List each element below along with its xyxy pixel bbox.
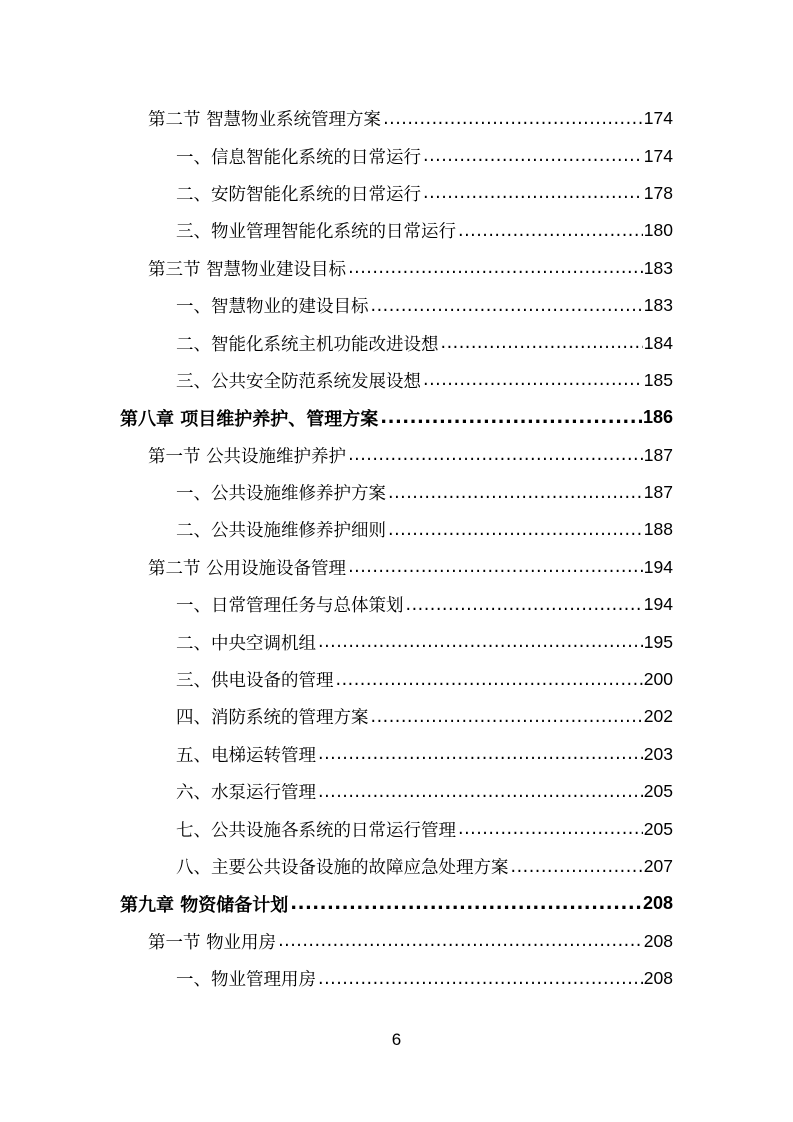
toc-entry[interactable]: [0, 175, 793, 212]
toc-entry-title: 一、信息智能化系统的日常运行: [176, 147, 421, 168]
toc-entry[interactable]: [0, 511, 793, 548]
toc-entry-title: 第三节 智慧物业建设目标: [148, 259, 347, 280]
toc-leader-dots: [318, 632, 643, 652]
toc-leader-dots: [371, 707, 643, 727]
toc-entry-page: 186: [642, 407, 673, 428]
toc-entry[interactable]: [0, 287, 793, 324]
toc-entry[interactable]: [0, 474, 793, 511]
toc-entry-page: 205: [643, 818, 673, 839]
toc-entry-title: 一、日常管理任务与总体策划: [176, 596, 404, 617]
toc-leader-dots: [348, 445, 643, 465]
toc-leader-dots: [388, 483, 643, 503]
toc-entry-title: 三、公共安全防范系统发展设想: [176, 371, 421, 392]
toc-entry[interactable]: [0, 848, 793, 885]
toc-entry-page: 200: [643, 669, 673, 690]
toc-leader-dots: [290, 893, 642, 914]
toc-entry[interactable]: [0, 661, 793, 698]
toc-leader-dots: [336, 670, 643, 690]
toc-entry-page: 195: [643, 631, 673, 652]
toc-entry-page: 194: [643, 556, 673, 577]
toc-entry[interactable]: [0, 623, 793, 660]
toc-entry[interactable]: [0, 437, 793, 474]
toc-entry-page: 183: [643, 295, 673, 316]
toc-entry[interactable]: [0, 773, 793, 810]
toc-entry-title: 第一节 公共设施维护养护: [148, 446, 347, 467]
toc-entry[interactable]: [0, 549, 793, 586]
toc-entry[interactable]: [0, 960, 793, 997]
toc-leader-dots: [318, 744, 643, 764]
toc-entry-page: 208: [642, 893, 673, 914]
toc-leader-dots: [388, 520, 643, 540]
toc-leader-dots: [511, 857, 643, 877]
toc-leader-dots: [441, 333, 643, 353]
toc-entry-page: 203: [643, 743, 673, 764]
toc-entry-title: 五、电梯运转管理: [176, 745, 316, 766]
toc-entry-page: 183: [643, 257, 673, 278]
toc-entry-title: 二、公共设施维修养护细则: [176, 521, 386, 542]
toc-entry-page: 208: [643, 968, 673, 989]
toc-entry-title: 一、公共设施维修养护方案: [176, 484, 386, 505]
toc-leader-dots: [423, 183, 643, 203]
toc-leader-dots: [458, 819, 643, 839]
page-number: 6: [391, 1030, 402, 1049]
toc-leader-dots: [380, 407, 642, 428]
toc-entry-title: 二、中央空调机组: [176, 633, 316, 654]
toc-entry-title: 三、供电设备的管理: [176, 671, 334, 692]
toc-leader-dots: [423, 146, 643, 166]
toc-entry[interactable]: [0, 250, 793, 287]
toc-leader-dots: [278, 931, 643, 951]
toc-entry[interactable]: [0, 736, 793, 773]
toc-entry-title: 第二节 智慧物业系统管理方案: [148, 110, 382, 131]
toc-leader-dots: [348, 557, 643, 577]
toc-leader-dots: [383, 109, 643, 129]
toc-entry-title: 第一节 物业用房: [148, 932, 277, 953]
toc-entry[interactable]: [0, 362, 793, 399]
table-of-contents: [0, 100, 793, 997]
toc-entry-title: 一、物业管理用房: [176, 970, 316, 991]
toc-entry-page: 202: [643, 706, 673, 727]
toc-leader-dots: [318, 782, 643, 802]
toc-entry[interactable]: [0, 698, 793, 735]
toc-entry[interactable]: [0, 137, 793, 174]
toc-entry[interactable]: [0, 586, 793, 623]
toc-entry-title: 六、水泵运行管理: [176, 783, 316, 804]
toc-leader-dots: [348, 258, 643, 278]
toc-entry-page: 207: [643, 856, 673, 876]
toc-entry-page: 188: [643, 519, 673, 540]
toc-entry-page: 208: [643, 930, 673, 951]
toc-entry-page: 205: [643, 781, 673, 802]
toc-leader-dots: [406, 595, 643, 615]
toc-entry-page: 185: [643, 369, 673, 390]
toc-entry-page: 178: [643, 182, 673, 203]
toc-entry-page: 180: [643, 220, 673, 241]
toc-entry-title: 二、智能化系统主机功能改进设想: [176, 334, 439, 355]
toc-entry-page: 174: [643, 108, 673, 129]
toc-entry-title: 第八章 项目维护养护、管理方案: [120, 408, 379, 430]
toc-leader-dots: [371, 296, 643, 316]
toc-entry-title: 四、消防系统的管理方案: [176, 708, 369, 729]
toc-entry-page: 184: [643, 332, 673, 353]
toc-entry[interactable]: [0, 212, 793, 249]
toc-entry[interactable]: [0, 399, 793, 436]
toc-entry-title: 一、智慧物业的建设目标: [176, 297, 369, 318]
toc-entry[interactable]: [0, 100, 793, 137]
toc-entry-page: 187: [643, 444, 673, 465]
toc-entry[interactable]: [0, 923, 793, 960]
toc-entry-title: 三、物业管理智能化系统的日常运行: [176, 222, 456, 243]
toc-leader-dots: [318, 969, 643, 989]
toc-entry[interactable]: [0, 885, 793, 922]
toc-entry-title: 八、主要公共设备设施的故障应急处理方案: [176, 858, 509, 878]
toc-entry-page: 194: [643, 594, 673, 615]
toc-entry-page: 174: [643, 145, 673, 166]
toc-entry-title: 七、公共设施各系统的日常运行管理: [176, 820, 456, 841]
toc-entry-page: 187: [643, 482, 673, 503]
toc-leader-dots: [458, 221, 643, 241]
toc-entry[interactable]: [0, 324, 793, 361]
toc-leader-dots: [423, 370, 643, 390]
toc-entry[interactable]: [0, 810, 793, 847]
toc-entry-title: 第九章 物资储备计划: [120, 894, 289, 916]
toc-entry-title: 二、安防智能化系统的日常运行: [176, 184, 421, 205]
toc-entry-title: 第二节 公用设施设备管理: [148, 558, 347, 579]
